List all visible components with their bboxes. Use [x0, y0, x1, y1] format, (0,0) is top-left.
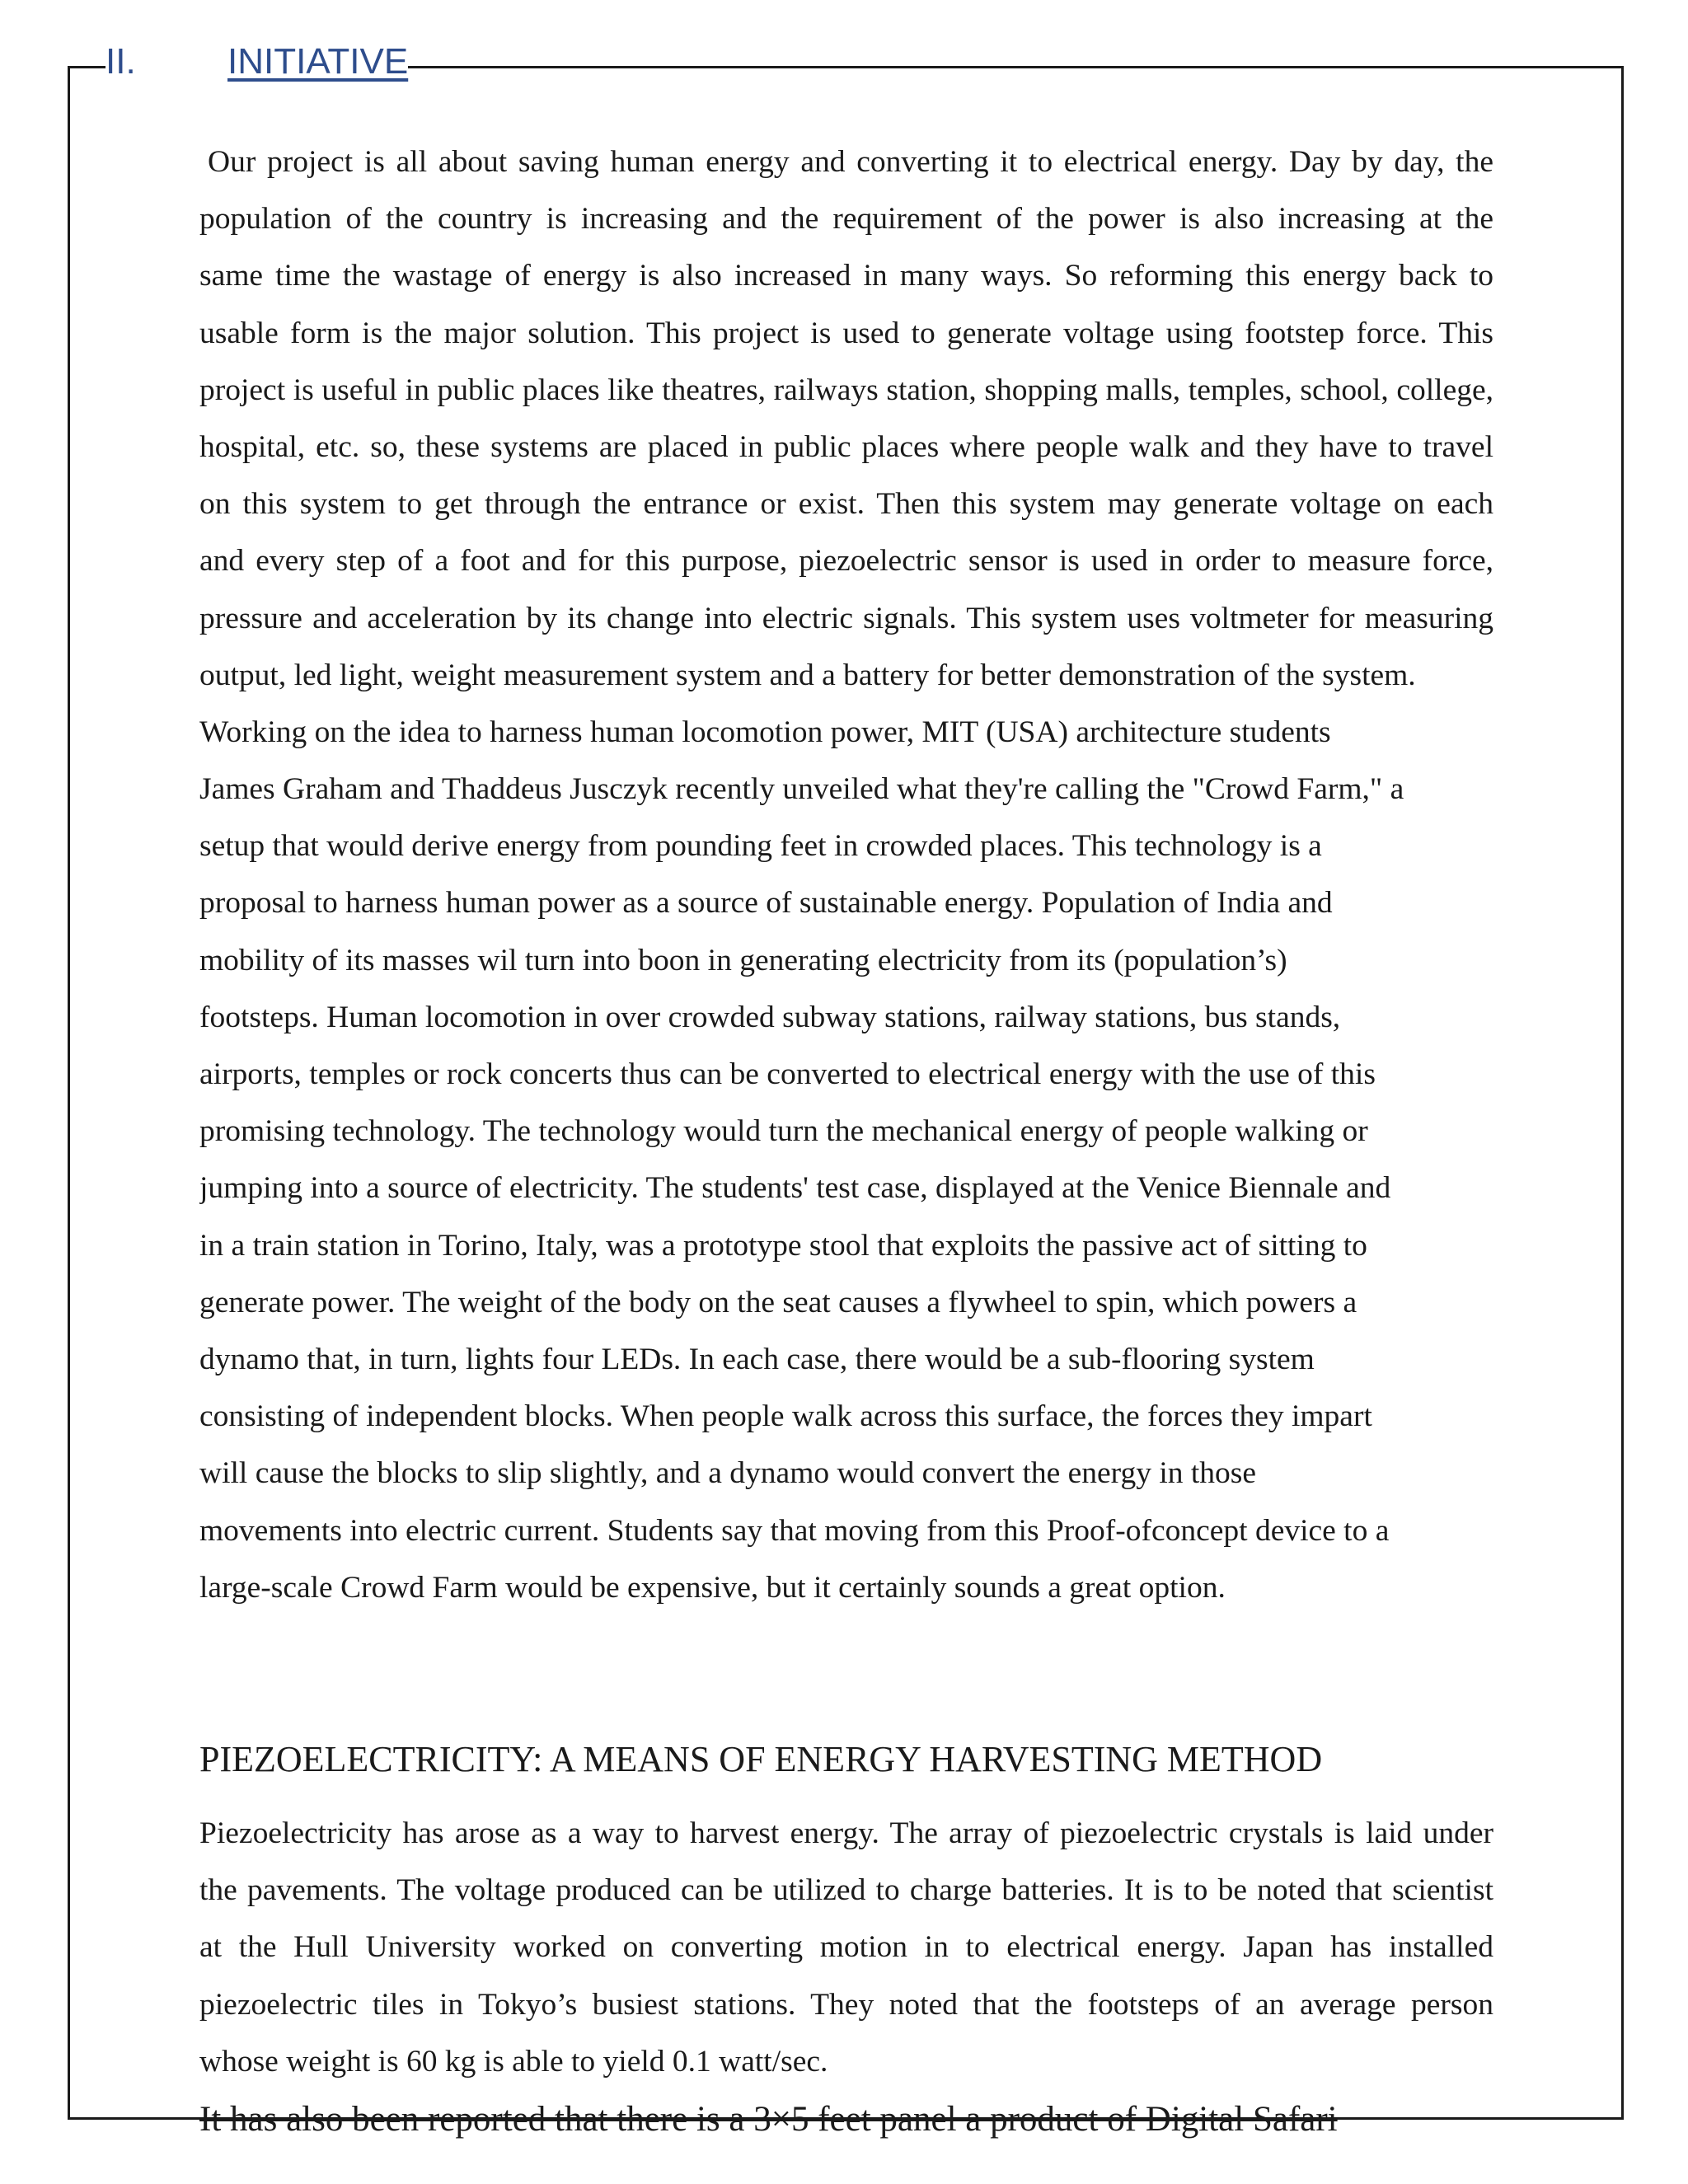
- text-line: at the Hull University worked on converting motion in to electrical energy. Japan has installed: [199, 1930, 1493, 1965]
- section-number: II.: [106, 41, 136, 82]
- text-line: airports, temples or rock concerts thus can be converted to electrical energy with the use of this: [199, 1057, 1376, 1091]
- section-heading: [106, 41, 408, 82]
- text-line: dynamo that, in turn, lights four LEDs. In each case, there would be a sub-flooring system: [199, 1342, 1315, 1376]
- text-line: Working on the idea to harness human locomotion power, MIT (USA) architecture students: [199, 715, 1331, 749]
- initiative-paragraph: [199, 134, 1493, 1616]
- text-line: usable form is the major solution. This project is used to generate voltage using footstep force. This: [199, 316, 1493, 350]
- text-line: movements into electric current. Students say that moving from this Proof-ofconcept device to a: [199, 1513, 1390, 1548]
- text-line: hospital, etc. so, these systems are placed in public places where people walk and they have to travel: [199, 429, 1493, 464]
- text-line: Our project is all about saving human energy and converting it to electrical energy. Day by day, the: [208, 145, 1493, 179]
- section-title: INITIATIVE: [227, 41, 409, 82]
- text-line: will cause the blocks to slip slightly, and a dynamo would convert the energy in those: [199, 1456, 1257, 1491]
- text-line: proposal to harness human power as a source of sustainable energy. Population of India and: [199, 886, 1333, 921]
- text-line: jumping into a source of electricity. The students' test case, displayed at the Venice Biennale and: [199, 1171, 1391, 1206]
- text-line: generate power. The weight of the body on the seat causes a flywheel to spin, which powers a: [199, 1285, 1357, 1319]
- text-line: footsteps. Human locomotion in over crowded subway stations, railway stations, bus stands,: [199, 1000, 1341, 1034]
- text-line: whose weight is 60 kg is able to yield 0.1 watt/sec.: [199, 2044, 828, 2079]
- text-line: output, led light, weight measurement system and a battery for better demonstration of the system.: [199, 658, 1416, 692]
- text-line: on this system to get through the entrance or exist. Then this system may generate voltage on each: [199, 487, 1493, 522]
- text-line: consisting of independent blocks. When people walk across this surface, the forces they impart: [199, 1399, 1372, 1434]
- text-line: project is useful in public places like theatres, railways station, shopping malls, temples, school, college,: [199, 373, 1493, 407]
- text-line: population of the country is increasing and the requirement of the power is also increasing at the: [199, 202, 1493, 237]
- text-line: setup that would derive energy from pounding feet in crowded places. This technology is a: [199, 829, 1322, 864]
- text-line: in a train station in Torino, Italy, was a prototype stool that exploits the passive act of sitting to: [199, 1228, 1367, 1263]
- piezoelectricity-paragraph: [199, 1805, 1493, 2090]
- text-line: same time the wastage of energy is also increased in many ways. So reforming this energy back to: [199, 259, 1493, 293]
- piezoelectricity-heading: PIEZOELECTRICITY: A MEANS OF ENERGY HARVESTING METHOD: [199, 1739, 1323, 1779]
- cut-off-text-line: It has also been reported that there is a 3×5 feet panel a product of Digital Safari: [199, 2100, 1338, 2139]
- text-line: the pavements. The voltage produced can be utilized to charge batteries. It is to be noted that scientist: [199, 1873, 1493, 1908]
- text-line: large-scale Crowd Farm would be expensive, but it certainly sounds a great option.: [199, 1570, 1226, 1605]
- text-line: pressure and acceleration by its change into electric signals. This system uses voltmeter for measuring: [199, 601, 1493, 635]
- text-line: James Graham and Thaddeus Jusczyk recently unveiled what they're calling the "Crowd Farm," a: [199, 772, 1404, 807]
- text-line: mobility of its masses wil turn into boon in generating electricity from its (population’s): [199, 943, 1287, 977]
- text-line: and every step of a foot and for this purpose, piezoelectric sensor is used in order to measure force,: [199, 544, 1493, 579]
- text-line: piezoelectric tiles in Tokyo’s busiest stations. They noted that the footsteps of an average person: [199, 1987, 1493, 2022]
- text-line: promising technology. The technology would turn the mechanical energy of people walking or: [199, 1114, 1368, 1149]
- text-line: Piezoelectricity has arose as a way to harvest energy. The array of piezoelectric crystals is laid under: [199, 1816, 1493, 1850]
